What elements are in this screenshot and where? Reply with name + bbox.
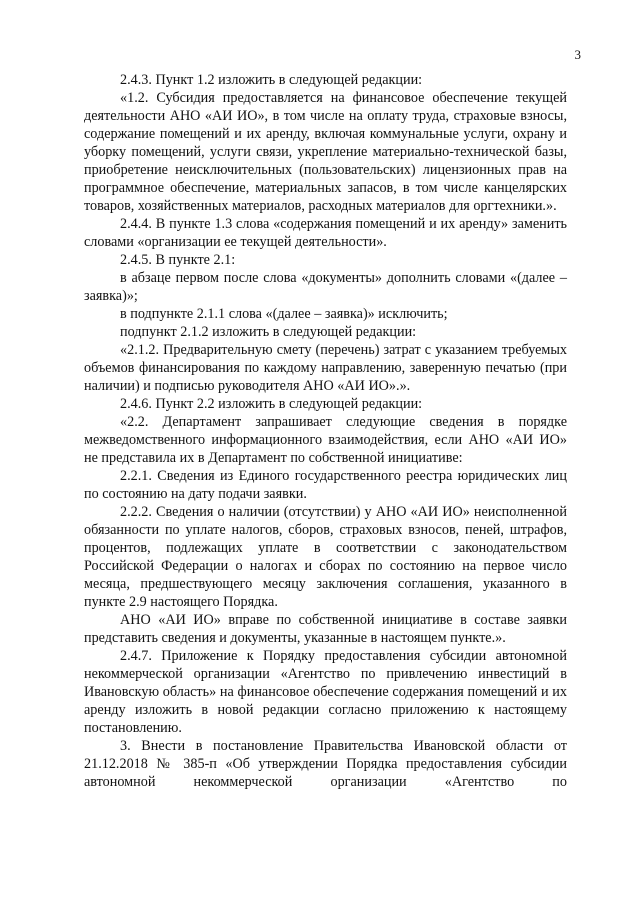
- paragraph: в абзаце первом после слова «документы» дополнить словами «(далее – заявка)»;: [84, 270, 567, 304]
- paragraph: 2.2.2. Сведения о наличии (отсутствии) у АНО «АИ ИО» неисполненной обязанности по уплате налогов, сборов, страховых взносов, пеней, штрафов, процентов, подлежащих уплате в соответствии с законодательством Российской Федерации о налогах и сборах по состоянию на первое число месяца, предшествующего месяцу заключения соглашения, указанного в пункте 2.9 настоящего Порядка.: [84, 504, 567, 610]
- paragraph: «2.2. Департамент запрашивает следующие сведения в порядке межведомственного информационного взаимодействия, если АНО «АИ ИО» не представила их в Департамент по собственной инициативе:: [84, 414, 567, 466]
- paragraph: «1.2. Субсидия предоставляется на финансовое обеспечение текущей деятельности АНО «АИ ИО», в том числе на оплату труда, страховые взносы, содержание помещений и их аренду, включая коммунальные услуги, охрану и уборку помещений, услуги связи, укрепление материально-технической базы, приобретение неисключительных (пользовательских) лицензионных прав на программное обеспечение, материальных запасов, в том числе канцелярских товаров, хозяйственных материалов, расходных материалов для оргтехники.».: [84, 90, 567, 214]
- paragraph: в подпункте 2.1.1 слова «(далее – заявка)» исключить;: [120, 306, 448, 322]
- paragraph: «2.1.2. Предварительную смету (перечень) затрат с указанием требуемых объемов финансирования по каждому направлению, заверенную печатью (при наличии) и подписью руководителя АНО «АИ ИО».».: [84, 342, 567, 394]
- paragraph: 2.4.3. Пункт 1.2 изложить в следующей редакции:: [120, 72, 423, 88]
- page-number: 3: [574, 47, 581, 62]
- paragraph: 2.4.5. В пункте 2.1:: [120, 252, 236, 268]
- paragraph: АНО «АИ ИО» вправе по собственной инициативе в составе заявки представить сведения и документы, указанные в настоящем пункте.».: [84, 612, 567, 646]
- paragraph-continued: 3. Внести в постановление Правительства Ивановской области от 21.12.2018 № 385-п «Об утверждении Порядка предоставления субсидии автономной некоммерческой организации «Агентство по: [84, 738, 567, 790]
- paragraph: подпункт 2.1.2 изложить в следующей редакции:: [120, 324, 417, 340]
- paragraph: 2.4.4. В пункте 1.3 слова «содержания помещений и их аренду» заменить словами «организации ее текущей деятельности».: [84, 216, 567, 250]
- document-body: [84, 71, 567, 791]
- paragraph: 2.4.6. Пункт 2.2 изложить в следующей редакции:: [120, 396, 423, 412]
- paragraph: 2.4.7. Приложение к Порядку предоставления субсидии автономной некоммерческой организации «Агентство по привлечению инвестиций в Ивановскую область» на финансовое обеспечение содержания помещений и их аренду изложить в новой редакции согласно приложению к настоящему постановлению.: [84, 648, 567, 736]
- paragraph: 2.2.1. Сведения из Единого государственного реестра юридических лиц по состоянию на дату подачи заявки.: [84, 468, 567, 502]
